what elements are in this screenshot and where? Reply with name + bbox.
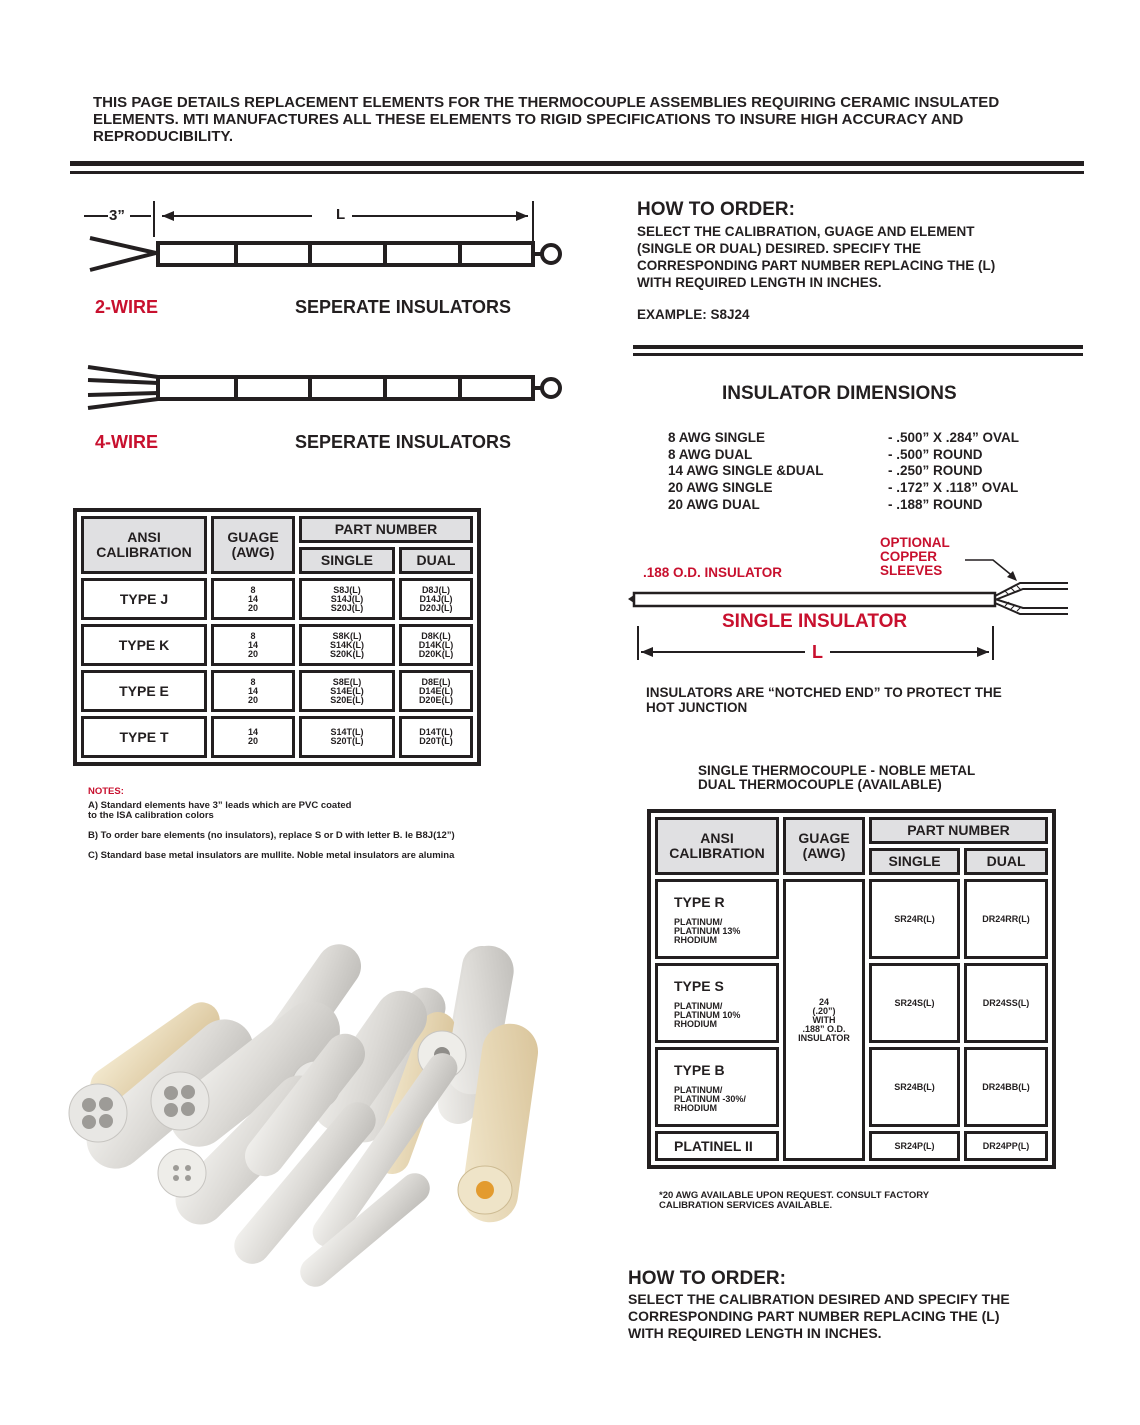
- ceramic-insulators-illustration: [60, 925, 540, 1315]
- intro-text: THIS PAGE DETAILS REPLACEMENT ELEMENTS FOR THE THERMOCOUPLE ASSEMBLIES REQUIRING CERAMIC INSULATED ELEMENTS. MTI MANUFACTURES ALL THESE ELEMENTS TO RIGID SPECIFICATIONS TO INSURE HIGH ACCURACY AND REPRODUCIBILITY.: [93, 94, 1000, 145]
- single-part-cell: S14T(L) S20T(L): [299, 716, 395, 758]
- header-part-number: PART NUMBER: [869, 817, 1048, 844]
- header-ansi-calibration: ANSI CALIBRATION: [81, 516, 207, 574]
- dimension-row: [668, 480, 1068, 497]
- note-a: A) Standard elements have 3” leads which are PVC coated to the ISA calibration colors: [88, 800, 352, 821]
- calibration-cell: TYPE T: [81, 716, 207, 758]
- dimension-size: - .250” ROUND: [888, 463, 983, 479]
- single-part-cell: S8K(L) S14K(L) S20K(L): [299, 624, 395, 666]
- dual-part-cell: D8E(L) D14E(L) D20E(L): [399, 670, 473, 712]
- calibration-cell: [655, 963, 779, 1043]
- dimension-row: [668, 447, 1068, 464]
- copper-sleeves-label: OPTIONAL COPPER SLEEVES: [880, 535, 950, 578]
- gauge-cell: 8 14 20: [211, 670, 295, 712]
- note-c: C) Standard base metal insulators are mullite. Noble metal insulators are alumina: [88, 850, 455, 861]
- calibration-type: TYPE S: [674, 977, 724, 994]
- dimension-row: [668, 497, 1068, 514]
- gauge-cell: 8 14 20: [211, 624, 295, 666]
- four-wire-label: 4-WIRE: [95, 432, 158, 452]
- dimension-awg: 20 AWG SINGLE: [668, 480, 773, 496]
- calibration-cell: TYPE K: [81, 624, 207, 666]
- calibration-type: TYPE B: [674, 1061, 725, 1078]
- order-text-2: SELECT THE CALIBRATION DESIRED AND SPECIFY THE CORRESPONDING PART NUMBER REPLACING THE (L) WITH REQUIRED LENGTH IN INCHES.: [628, 1291, 1010, 1341]
- calibration-cell: PLATINEL II: [655, 1131, 779, 1161]
- single-part-cell: SR24P(L): [869, 1131, 960, 1161]
- top-rule-thin: [70, 171, 1084, 174]
- noble-metal-part-table: [647, 809, 1056, 1169]
- table-row: [81, 670, 473, 712]
- header-ansi-calibration: ANSI CALIBRATION: [655, 817, 779, 875]
- dual-part-cell: DR24RR(L): [964, 879, 1048, 959]
- two-wire-label: 2-WIRE: [95, 297, 158, 317]
- single-part-cell: SR24B(L): [869, 1047, 960, 1127]
- single-part-cell: S8E(L) S14E(L) S20E(L): [299, 670, 395, 712]
- four-wire-insulators-label: SEPERATE INSULATORS: [295, 432, 512, 452]
- dimensions-title: INSULATOR DIMENSIONS: [722, 383, 957, 404]
- calibration-type: TYPE R: [674, 893, 725, 910]
- mid-rule: [633, 345, 1083, 349]
- noble-table-caption: SINGLE THERMOCOUPLE - NOBLE METAL DUAL THERMOCOUPLE (AVAILABLE): [698, 763, 976, 792]
- notes: [88, 787, 558, 871]
- calibration-cell: TYPE J: [81, 578, 207, 620]
- gauge-cell: 14 20: [211, 716, 295, 758]
- table-row: [81, 716, 473, 758]
- dimension-row: [668, 430, 1068, 447]
- single-part-cell: SR24R(L): [869, 879, 960, 959]
- note-b: B) To order bare elements (no insulators), replace S or D with letter B. Ie B8J(12”): [88, 830, 455, 841]
- dimension-size: - .500” ROUND: [888, 446, 983, 462]
- dual-part-cell: D8J(L) D14J(L) D20J(L): [399, 578, 473, 620]
- dimension-size: - .188” ROUND: [888, 496, 983, 512]
- dimension-awg: 20 AWG DUAL: [668, 496, 760, 512]
- single-part-cell: S8J(L) S14J(L) S20J(L): [299, 578, 395, 620]
- single-insulator-length: L: [812, 642, 823, 662]
- od-insulator-label: .188 O.D. INSULATOR: [643, 565, 783, 580]
- dimension-size: - .500” X .284” OVAL: [888, 430, 1020, 445]
- dual-part-cell: DR24BB(L): [964, 1047, 1048, 1127]
- order-title-2: HOW TO ORDER:: [628, 1268, 786, 1289]
- calibration-cell: TYPE E: [81, 670, 207, 712]
- calibration-desc: PLATINUM/ PLATINUM -30%/ RHODIUM: [674, 1084, 746, 1113]
- two-wire-insulators-label: SEPERATE INSULATORS: [295, 297, 512, 317]
- header-dual: DUAL: [399, 547, 473, 574]
- dimensions-list: [668, 430, 1068, 514]
- header-gauge: GUAGE (AWG): [211, 516, 295, 574]
- header-dual: DUAL: [964, 848, 1048, 875]
- base-metal-part-table: [73, 508, 481, 766]
- table-row: [81, 624, 473, 666]
- table-row: [655, 879, 1048, 959]
- header-single: SINGLE: [299, 547, 395, 574]
- header-gauge: GUAGE (AWG): [783, 817, 865, 875]
- order-title-1: HOW TO ORDER:: [637, 199, 795, 220]
- dual-part-cell: D14T(L) D20T(L): [399, 716, 473, 758]
- lead-length-label: 3”: [109, 207, 125, 224]
- table-row: [81, 578, 473, 620]
- single-part-cell: SR24S(L): [869, 963, 960, 1043]
- calibration-cell: [655, 1047, 779, 1127]
- dimension-awg: 8 AWG DUAL: [668, 446, 753, 462]
- header-part-number: PART NUMBER: [299, 516, 473, 543]
- element-length-label: L: [336, 206, 346, 223]
- notes-title: NOTES:: [88, 786, 124, 797]
- dimension-row: [668, 463, 1068, 480]
- single-insulator-title: SINGLE INSULATOR: [722, 611, 908, 632]
- order-text-1: SELECT THE CALIBRATION, GUAGE AND ELEMENT (SINGLE OR DUAL) DESIRED. SPECIFY THE CORRESPONDING PART NUMBER REPLACING THE (L) WITH REQUIRED LENGTH IN INCHES.: [637, 224, 996, 290]
- header-single: SINGLE: [869, 848, 960, 875]
- noble-table-footnote: *20 AWG AVAILABLE UPON REQUEST. CONSULT FACTORY CALIBRATION SERVICES AVAILABLE.: [659, 1190, 930, 1211]
- gauge-cell: 24 (.20”) WITH .188” O.D. INSULATOR: [783, 879, 865, 1161]
- dimension-awg: 14 AWG SINGLE &DUAL: [668, 463, 824, 479]
- order-example: EXAMPLE: S8J24: [637, 307, 750, 322]
- top-rule: [70, 161, 1084, 166]
- mid-rule-thin: [633, 353, 1083, 356]
- dual-part-cell: DR24PP(L): [964, 1131, 1048, 1161]
- single-insulator-diagram: [625, 550, 1075, 670]
- notched-end-note: INSULATORS ARE “NOTCHED END” TO PROTECT THE HOT JUNCTION: [646, 685, 1002, 715]
- gauge-cell: 8 14 20: [211, 578, 295, 620]
- calibration-cell: [655, 879, 779, 959]
- dual-part-cell: DR24SS(L): [964, 963, 1048, 1043]
- dimension-awg: 8 AWG SINGLE: [668, 430, 766, 445]
- dimension-size: - .172” X .118” OVAL: [888, 480, 1019, 496]
- four-wire-diagram: [80, 360, 580, 420]
- calibration-desc: PLATINUM/ PLATINUM 10% RHODIUM: [674, 1000, 741, 1029]
- dual-part-cell: D8K(L) D14K(L) D20K(L): [399, 624, 473, 666]
- calibration-desc: PLATINUM/ PLATINUM 13% RHODIUM: [674, 916, 741, 945]
- two-wire-diagram: [80, 195, 580, 285]
